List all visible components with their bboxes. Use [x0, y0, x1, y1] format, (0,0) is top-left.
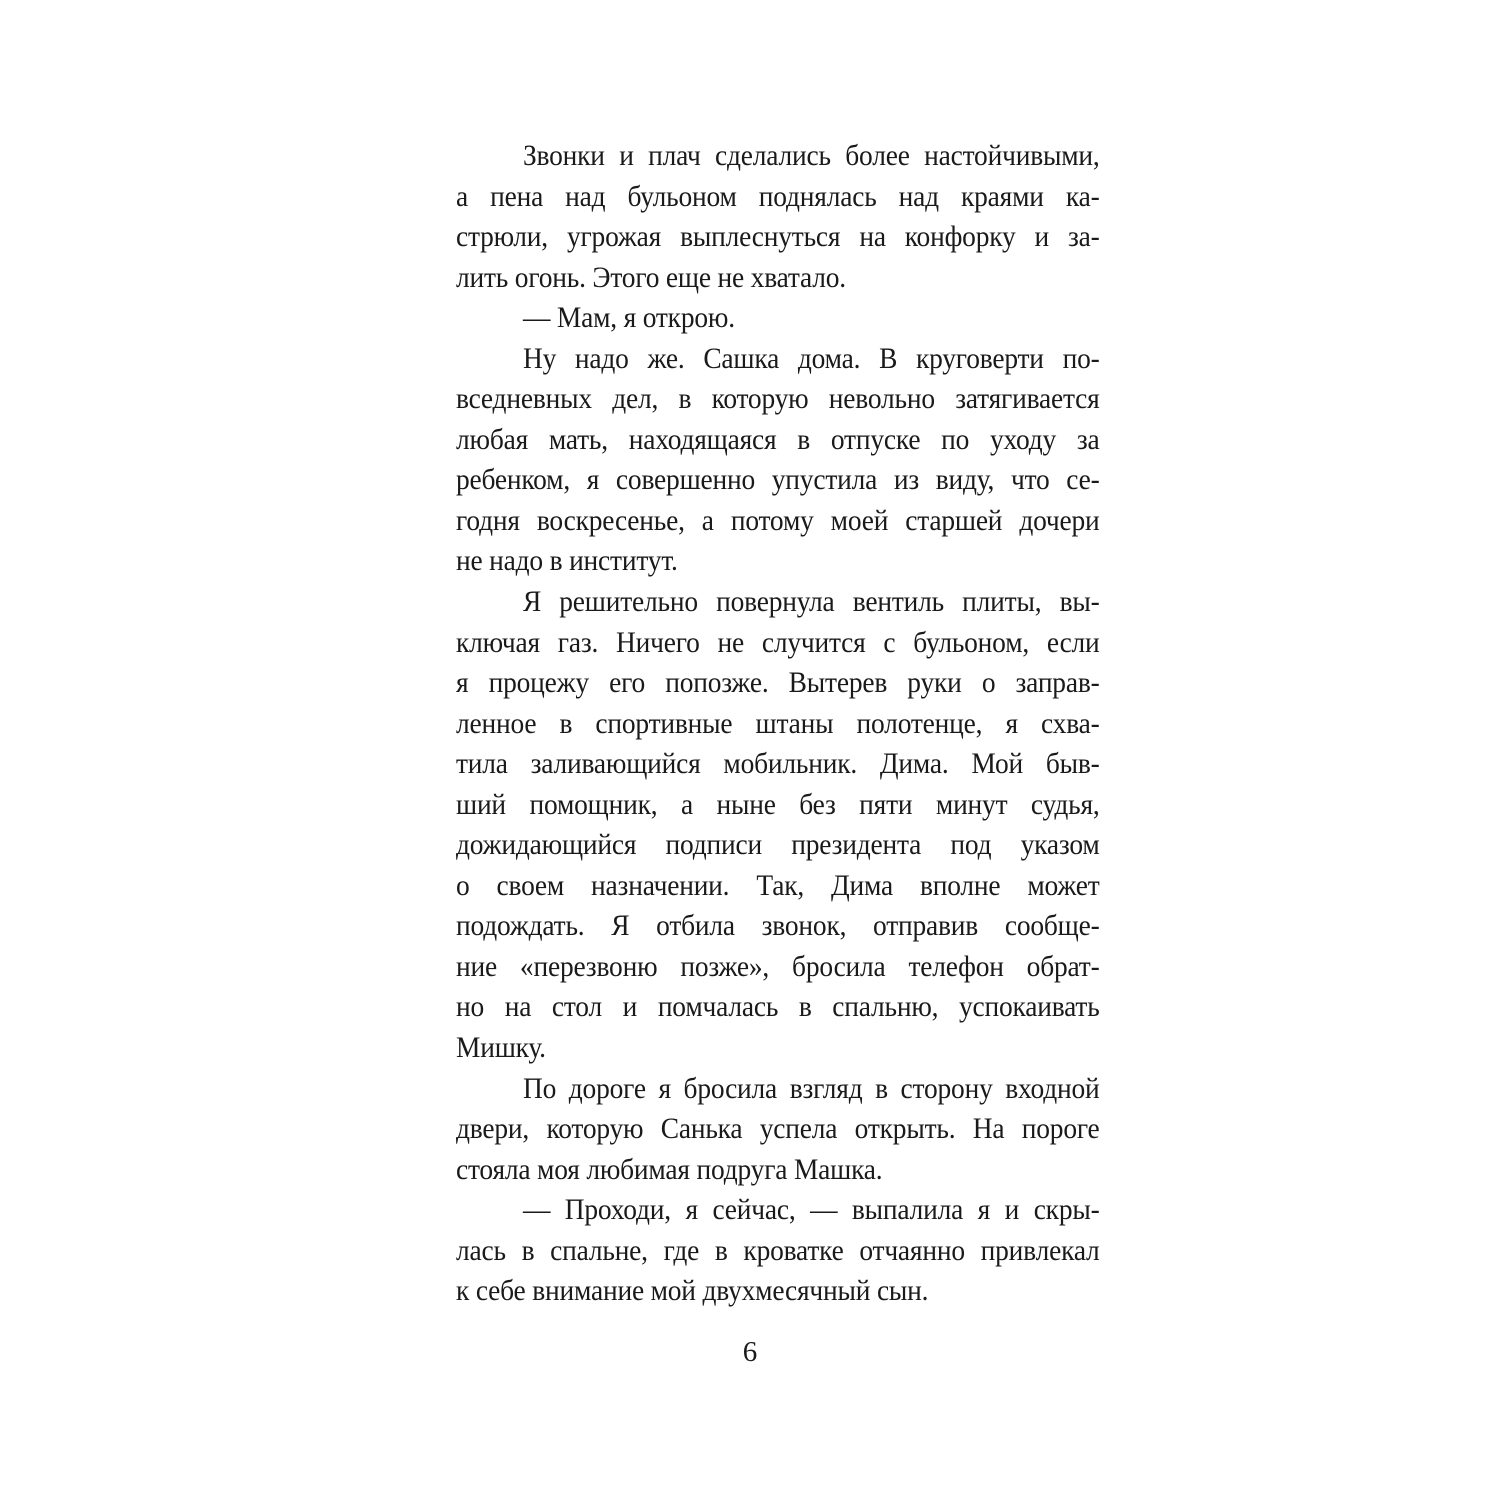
text-line: любая мать, находящаяся в отпуске по уходу за — [456, 423, 1100, 456]
text-line: Мишку. — [456, 1032, 546, 1065]
text-line: лить огонь. Этого еще не хватало. — [456, 261, 846, 294]
paragraph — [456, 582, 1100, 1069]
text-line: тила заливающийся мобильник. Дима. Мой быв- — [456, 748, 1100, 781]
text-line: к себе внимание мой двухмесячный сын. — [456, 1275, 929, 1308]
paragraph — [456, 136, 1100, 298]
text-line: дожидающийся подписи президента под указом — [456, 829, 1100, 862]
text-line: лась в спальне, где в кроватке отчаянно привлекал — [456, 1234, 1100, 1267]
dialogue-paragraph — [456, 298, 1100, 339]
text-line: Ну надо же. Сашка дома. В круговерти по- — [522, 342, 1100, 375]
text-line: ние «перезвоню позже», бросила телефон обрат- — [456, 950, 1100, 983]
book-page-text — [456, 136, 1100, 1312]
text-line: Звонки и плач сделались более настойчивыми, — [522, 140, 1100, 172]
paragraph — [456, 1069, 1100, 1191]
text-line: не надо в институт. — [456, 545, 678, 578]
text-line: вседневных дел, в которую невольно затягивается — [456, 383, 1100, 416]
text-line: ленное в спортивные штаны полотенце, я схва- — [456, 707, 1100, 740]
text-line: Я решительно повернула вентиль плиты, вы- — [522, 586, 1100, 619]
text-line: но на стол и помчалась в спальню, успокаивать — [456, 991, 1100, 1024]
text-line: ключая газ. Ничего не случится с бульоном, если — [456, 626, 1100, 659]
text-line: — Проходи, я сейчас, — выпалила я и скры- — [522, 1194, 1100, 1227]
text-line: а пена над бульоном поднялась над краями ка- — [456, 180, 1100, 213]
text-line: По дороге я бросила взгляд в сторону входной — [522, 1072, 1100, 1105]
paragraph — [456, 339, 1100, 582]
text-line: — Мам, я открою. — [522, 302, 735, 335]
dialogue-paragraph — [456, 1190, 1100, 1312]
text-line: двери, которую Санька успела открыть. На пороге — [456, 1113, 1100, 1146]
text-line: стояла моя любимая подруга Машка. — [456, 1153, 883, 1186]
text-line: ребенком, я совершенно упустила из виду, что се- — [456, 464, 1100, 497]
page-number: 6 — [742, 1336, 758, 1368]
text-line: ший помощник, а ныне без пяти минут судья, — [456, 788, 1100, 821]
text-line: годня воскресенье, а потому моей старшей дочери — [456, 504, 1100, 537]
text-line: я процежу его попозже. Вытерев руки о заправ- — [456, 667, 1100, 700]
text-line: стрюли, угрожая выплеснуться на конфорку и за- — [456, 221, 1100, 254]
text-line: подождать. Я отбила звонок, отправив сообще- — [456, 910, 1100, 943]
text-line: о своем назначении. Так, Дима вполне может — [456, 869, 1100, 902]
